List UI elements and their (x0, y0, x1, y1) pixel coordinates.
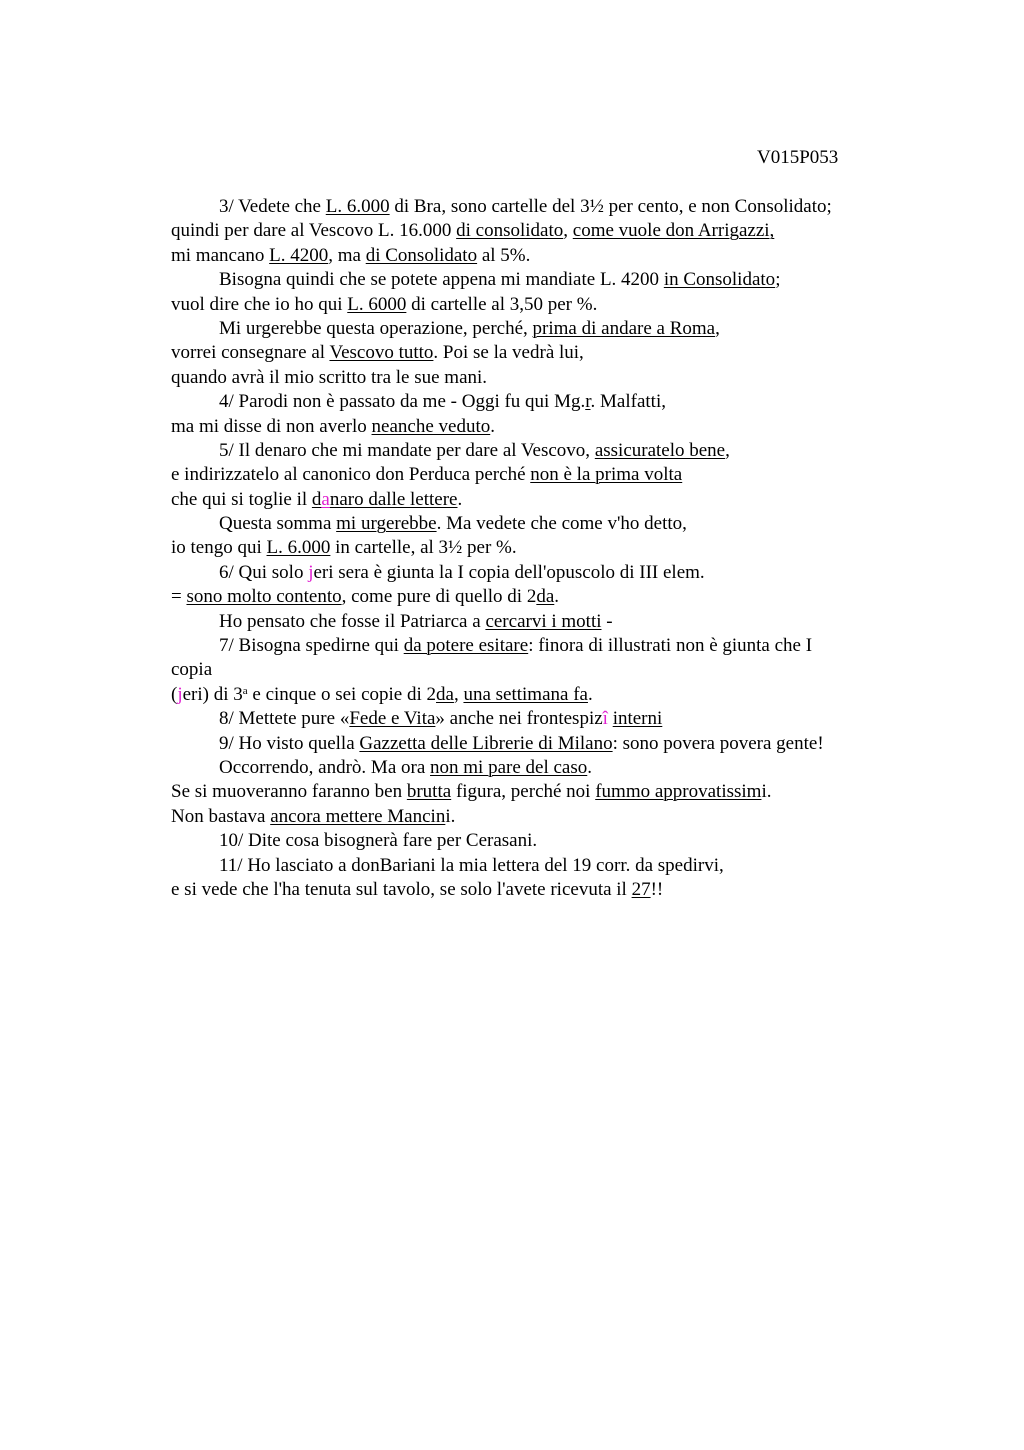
underlined-text: in Consolidato (663, 269, 776, 291)
text-line (171, 341, 931, 365)
text-segment: mi mancano (171, 244, 270, 266)
text-line (171, 366, 931, 390)
text-segment: Questa somma (219, 513, 337, 535)
text-segment: a (242, 684, 248, 697)
text-segment: quando avrà il mio scritto tra le sue mani. (171, 366, 488, 388)
underlined-text: Vescovo tutto (329, 342, 434, 364)
text-segment: , (453, 683, 464, 705)
text-line (171, 683, 931, 707)
text-segment: al 5%. (477, 244, 531, 266)
text-segment: . (490, 415, 495, 437)
text-segment: Non bastava (171, 805, 271, 827)
underlined-text: Fede e Vita (349, 708, 436, 730)
underlined-text: naro dalle lettere (329, 488, 458, 510)
text-segment: . Malfatti, (590, 391, 666, 413)
text-line (171, 658, 931, 682)
text-segment: . (457, 488, 463, 510)
text-segment: : sono povera povera gente! (612, 732, 824, 754)
text-segment: ma mi disse di non averlo (171, 415, 372, 437)
text-segment: Occorrendo, andrò. Ma ora (219, 756, 431, 778)
text-segment: Se si muoveranno faranno ben (171, 781, 407, 803)
text-segment: , (725, 439, 730, 461)
text-segment: e si vede che l'ha tenuta sul tavolo, se solo l'avete ricevuta il (171, 878, 632, 900)
underlined-text: assicuratelo bene (594, 439, 726, 461)
underlined-text: L. 6.000 (325, 196, 390, 217)
text-segment: 11/ Ho lasciato a donBariani la mia lettera del 19 corr. da spedirvi, (219, 854, 724, 876)
text-line (171, 390, 931, 414)
text-line (171, 878, 931, 902)
underlined-text: neanche veduto (371, 415, 491, 437)
text-line (171, 805, 931, 829)
text-line (171, 293, 931, 317)
text-line (171, 512, 931, 536)
text-segment: e cinque o sei copie di 2 (247, 683, 437, 705)
underlined-text: da (536, 586, 555, 608)
text-segment: 3/ Vedete che (219, 196, 326, 217)
text-segment: . (587, 683, 593, 705)
underlined-text: 27 (631, 878, 651, 900)
text-line (171, 536, 931, 560)
text-segment: copia (171, 659, 213, 681)
underlined-text: da potere esitare (403, 635, 529, 657)
text-line (171, 780, 931, 804)
underlined-text: d (311, 488, 322, 510)
text-segment: ; (775, 269, 781, 291)
text-segment: di cartelle al 3,50 per %. (406, 293, 598, 315)
text-segment: . (554, 586, 560, 608)
letter-body (171, 195, 931, 902)
text-segment: i. (761, 781, 772, 803)
text-segment: in cartelle, al 3½ per %. (330, 537, 517, 559)
underlined-text: ancora mettere Mancin (270, 805, 446, 827)
text-segment: quindi per dare al Vescovo L. 16.000 (171, 220, 457, 242)
text-segment: 6/ Qui solo (219, 561, 309, 583)
page-identifier: V015P053 (757, 147, 839, 168)
text-segment: . Ma vedete che come v'ho detto, (436, 513, 687, 535)
underlined-text: non mi pare del caso (430, 756, 588, 778)
text-segment: , (563, 220, 573, 242)
text-segment: vuol dire che io ho qui (171, 293, 348, 315)
text-line (171, 415, 931, 439)
highlighted-correction: j (308, 561, 314, 583)
underlined-text: r (585, 391, 591, 413)
text-line (171, 610, 931, 634)
text-line (171, 634, 931, 658)
text-line (171, 854, 931, 878)
underlined-text: di Consolidato (365, 244, 478, 266)
text-segment: 10/ Dite cosa bisognerà fare per Cerasani. (219, 830, 538, 852)
underlined-text: Gazzetta delle Librerie di Milano (359, 732, 613, 754)
text-segment: 8/ Mettete pure « (219, 708, 350, 730)
text-segment: , come pure di quello di 2 (341, 586, 537, 608)
text-segment: eri) di 3 (182, 683, 243, 705)
text-segment: » anche nei frontespiz (435, 708, 603, 730)
underlined-text: a (321, 488, 330, 510)
text-line (171, 317, 931, 341)
text-line (171, 488, 931, 512)
text-segment: 9/ Ho visto quella (219, 732, 360, 754)
text-segment: , ma (328, 244, 366, 266)
underlined-text: interni (612, 708, 663, 730)
underlined-text: una settimana fa (463, 683, 588, 705)
text-segment: 4/ Parodi non è passato da me - Oggi fu qui Mg. (219, 391, 586, 413)
text-line (171, 268, 931, 292)
text-segment: di Bra, sono cartelle del 3½ per cento, e non Consolidato; (389, 196, 832, 217)
text-segment: e indirizzatelo al canonico don Perduca perché (171, 464, 531, 486)
text-segment: 7/ Bisogna spedirne qui (219, 635, 404, 657)
text-segment: . Poi se la vedrà lui, (433, 342, 584, 364)
text-line (171, 439, 931, 463)
text-segment: . (587, 756, 593, 778)
text-segment: : finora di illustrati non è giunta che I (528, 635, 813, 657)
underlined-text: di consolidato (456, 220, 564, 242)
underlined-text: fummo approvatissim (595, 781, 762, 803)
underlined-text: L. 6000 (347, 293, 407, 315)
text-line (171, 707, 931, 731)
text-segment: io tengo qui (171, 537, 267, 559)
underlined-text: da (436, 683, 454, 705)
underlined-text: cercarvi i motti (485, 610, 602, 632)
underlined-text: sono molto contento (186, 586, 342, 608)
text-line (171, 195, 931, 219)
text-segment: 5/ Il denaro che mi mandate per dare al Vescovo, (219, 439, 595, 461)
text-line (171, 756, 931, 780)
text-line (171, 561, 931, 585)
text-segment: Bisogna quindi che se potete appena mi mandiate L. 4200 (219, 269, 664, 291)
underlined-text: non è la prima volta (530, 464, 683, 486)
text-segment: ( (171, 683, 178, 705)
text-line (171, 244, 931, 268)
text-segment: figura, perché noi (451, 781, 596, 803)
text-line (171, 463, 931, 487)
text-line (171, 219, 931, 243)
text-line (171, 829, 931, 853)
underlined-text: mi urgerebbe (336, 513, 437, 535)
text-segment: Mi urgerebbe questa operazione, perché, (219, 317, 533, 339)
underlined-text: prima di andare a Roma (532, 317, 716, 339)
text-segment: vorrei consegnare al (171, 342, 330, 364)
text-segment: Ho pensato che fosse il Patriarca a (219, 610, 486, 632)
underlined-text: L. 6.000 (266, 537, 331, 559)
underlined-text: brutta (406, 781, 452, 803)
text-segment: eri sera è giunta la I copia dell'opuscolo di III elem. (313, 561, 705, 583)
highlighted-correction: î (602, 708, 608, 730)
text-segment: i. (445, 805, 456, 827)
text-segment: !! (650, 878, 664, 900)
underlined-text: come vuole don Arrigazzi, (572, 220, 775, 242)
text-line (171, 585, 931, 609)
text-segment: = (171, 586, 187, 608)
text-segment: - (601, 610, 613, 632)
underlined-text: L. 4200 (269, 244, 329, 266)
text-line (171, 732, 931, 756)
text-segment: , (715, 317, 720, 339)
highlighted-correction: j (177, 683, 183, 705)
text-segment: che qui si toglie il (171, 488, 312, 510)
